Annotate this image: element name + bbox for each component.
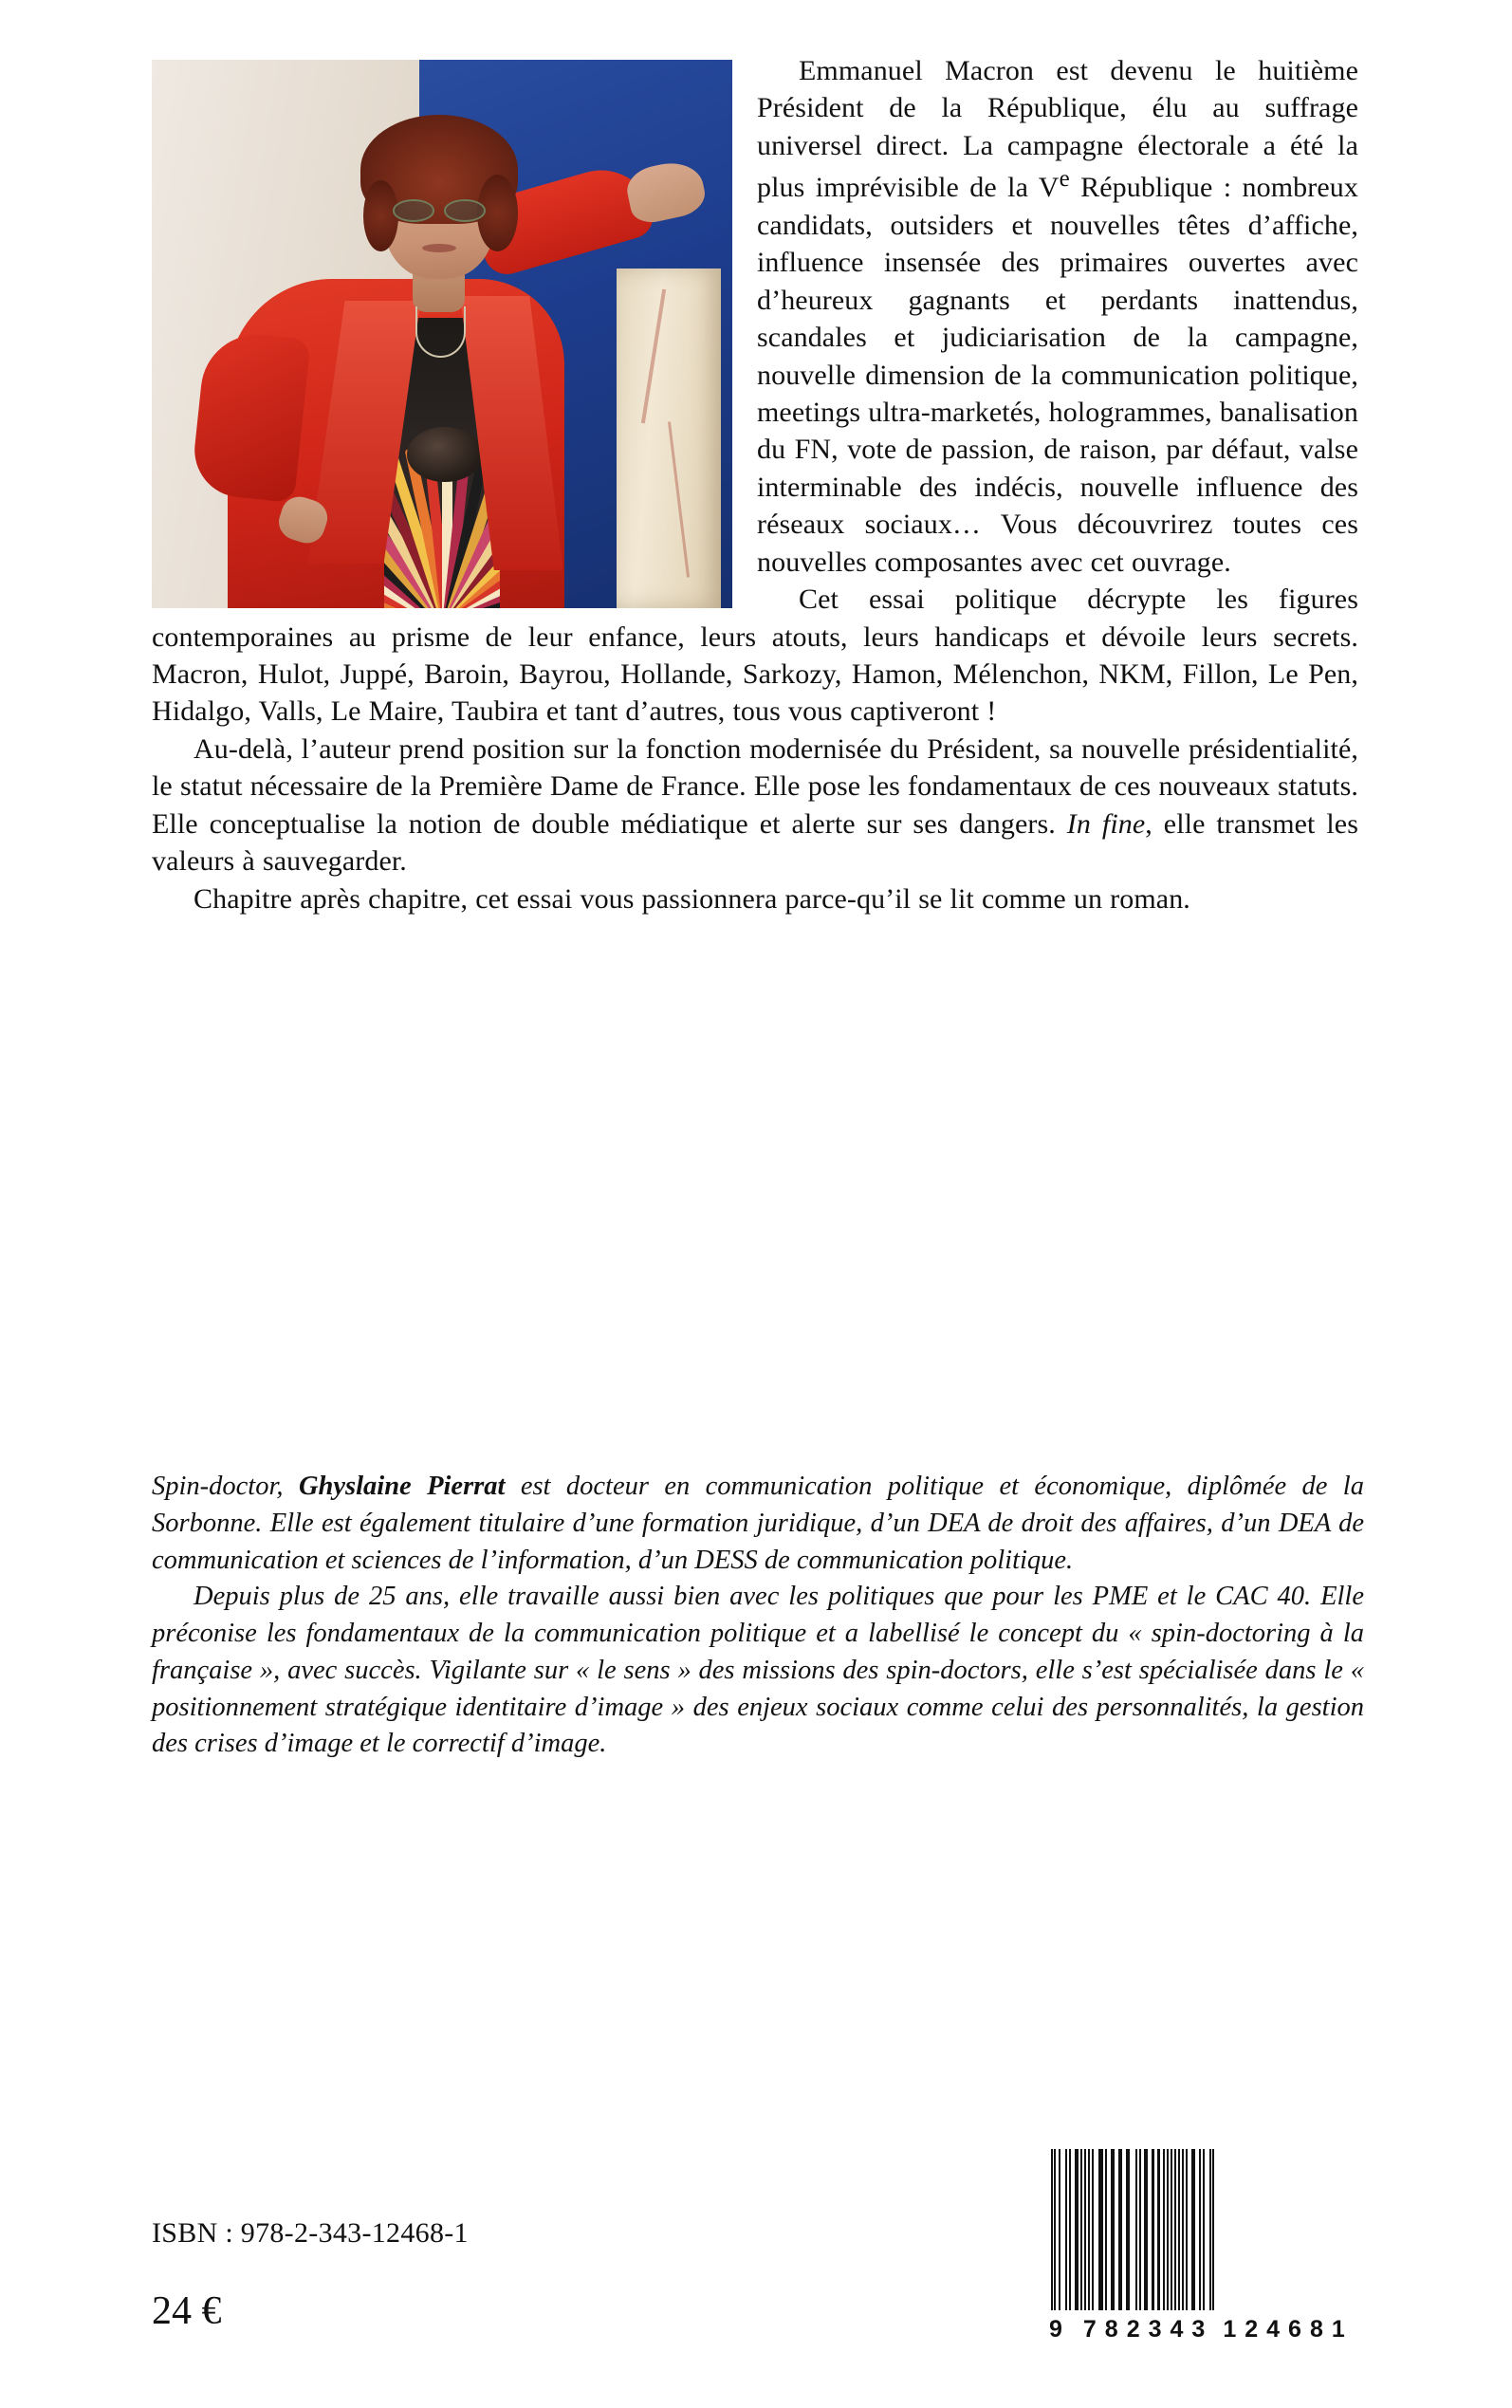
photo-eyeglasses [393,199,486,218]
bio-lead-prefix: Spin-doctor, [152,1472,299,1501]
barcode-middle-group: 782343 [1082,2316,1214,2343]
blurb-p1-prefix: Emmanuel Macron est devenu le huitième Président de la République, élu au suffrage universel direct. La campagne électorale a été la plus imprévisible de la V [757,55,1358,204]
blurb-paragraph-2: Cet essai politique décrypte les figures contemporaines au prisme de leur enfance, leurs atouts, leurs handicaps et dévoile leurs secrets. Macron, Hulot, Juppé, Baroin, Bayrou, Hollande, Sarkozy, Hamon, Mélenchon, NKM, Fillon, Le Pen, Hidalgo, Valls, Le Maire, Taubira et tant d’autres, tous vous captiveront ! [152,583,1358,728]
blurb-paragraph-4: Chapitre après chapitre, cet essai vous passionnera parce-qu’il se lit comme un roman. [194,882,1190,915]
bio-lead-suffix: est docteur en communication politique et économique, diplômée de la Sorbonne. Elle est également titulaire d’une formation juridique, d’un DEA de droit des affaires, d’un DEA de communication et sciences de l’information, d’un DESS de communication politique. [152,1472,1364,1575]
author-bio-block [152,1469,1364,1763]
blurb-text-block [152,52,1358,917]
author-name: Ghyslaine Pierrat [298,1472,506,1501]
photo-marble-column [617,269,721,608]
ean13-barcode [1047,2149,1354,2343]
blurb-p3-prefix: Au-delà, l’auteur prend position sur la fonction modernisée du Président, sa nouvelle présidentialité, le statut nécessaire de la Première Dame de France. Elle pose les fondamentaux de ces nouveaux statuts. Elle conceptualise la notion de double médiatique et alerte sur ses dangers. [152,732,1358,840]
latin-phrase-in-fine: In fine [1066,807,1146,840]
isbn-text: ISBN : 978-2-343-12468-1 [152,2217,469,2249]
photo-mouth [422,244,457,252]
barcode-digits [1047,2316,1354,2343]
author-bio-paragraph-2: Depuis plus de 25 ans, elle travaille aussi bien avec les politiques que pour les PME et le CAC 40. Elle préconise les fondamentaux de la communication politique et a labellisé le concept du « spin-doctoring à la française », avec succès. Vigilante sur « le sens » des missions des spin-doctors, elle s’est spécialisée dans le « positionnement stratégique identitaire d’image » des enjeux sociaux comme celui des personnalités, la gestion des crises d’image et le correctif d’image. [152,1582,1364,1759]
barcode-right-group: 124681 [1223,2316,1354,2343]
barcode-bars [1047,2149,1322,2310]
author-bio-paragraph-1 [152,1469,1364,1579]
ordinal-superscript: e [1059,166,1070,193]
blurb-paragraph-3 [152,731,1358,880]
blurb-p1-suffix: République : nombreux candidats, outsiders et nouvelles têtes d’affiche, influence insensée des primaires ouvertes avec d’heureux gagnants et perdants inattendus, scandales et judiciarisation de la campagne, nouvelle dimension de la communication politique, meetings ultra-marketés, hologrammes, banalisation du FN, vote de passion, de raison, par défaut, valse interminable des indécis, nouvelle influence des réseaux sociaux… Vous découvrirez toutes ces nouvelles composantes avec cet ouvrage. [757,172,1358,578]
price-text: 24 € [152,2289,222,2333]
author-portrait-photo [152,60,732,608]
blurb-p3-suffix: , elle transmet les valeurs à sauvegarder. [152,807,1358,878]
photo-top-hat-motif [407,427,483,482]
barcode-left-digit: 9 [1049,2316,1062,2343]
